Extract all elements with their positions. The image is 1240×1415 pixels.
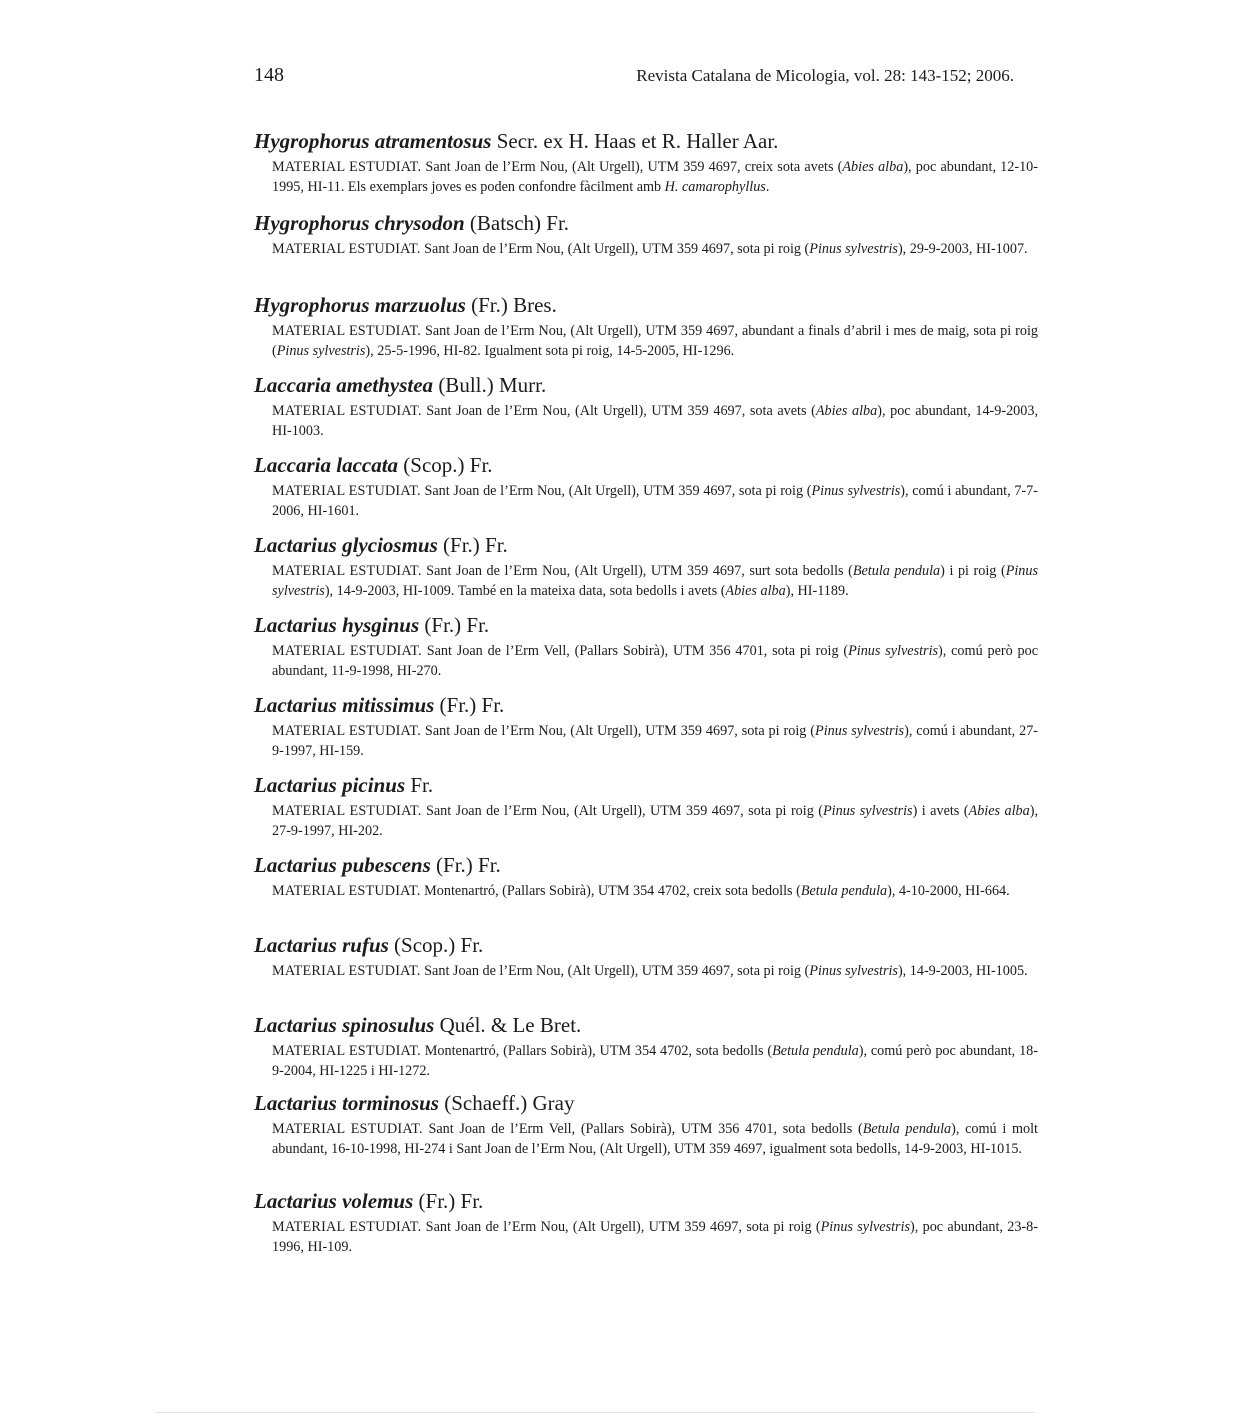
material-studied [272,239,1038,259]
material-studied [272,801,1038,841]
record-text: Sant Joan de l’Erm Vell, (Pallars Sobirà), UTM 356 4701, sota bedolls ( [422,1121,863,1137]
species-author: Quél. & Le Bret. [439,1013,582,1037]
species-entry [254,452,1038,521]
record-text: Montenartró, (Pallars Sobirà), UTM 354 4702, sota bedolls ( [420,1043,773,1059]
species-author: (Fr.) Fr. [436,853,501,877]
record-text: Sant Joan de l’Erm Nou, (Alt Urgell), UTM 359 4697, abundant a finals d’abril i mes de maig, sota pi roig ( [272,323,1038,359]
species-binomial [254,1091,439,1115]
epithet: volemus [342,1189,414,1213]
running-header [254,64,1014,92]
species-author: (Scop.) Fr. [403,453,493,477]
species-entry [254,372,1038,441]
material-studied [272,481,1038,521]
epithet: picinus [342,773,406,797]
material-studied [272,1217,1038,1257]
genus: Lactarius [254,533,337,557]
species-name [254,1090,1038,1116]
species-binomial [254,533,438,557]
material-label: MATERIAL ESTUDIAT. [272,159,422,175]
host-taxon: Pinus sylvestris [823,803,913,819]
species-entry [254,128,1038,197]
epithet: rufus [342,933,389,957]
host-taxon: Abies alba [842,159,904,175]
species-name [254,372,1038,398]
material-label: MATERIAL ESTUDIAT. [272,483,421,499]
species-entry [254,772,1038,841]
species-binomial [254,613,419,637]
material-label: MATERIAL ESTUDIAT. [272,323,422,339]
material-studied [272,881,1038,901]
genus: Laccaria [254,453,331,477]
host-taxon: Abies alba [968,803,1030,819]
record-text: ), poc abundant, 14-9-2003, HI-1003. [272,403,1039,439]
host-taxon: Betula pendula [772,1043,859,1059]
material-studied [272,961,1038,981]
genus: Hygrophorus [254,293,370,317]
material-label: MATERIAL ESTUDIAT. [272,1219,422,1235]
species-binomial [254,373,433,397]
record-text: Sant Joan de l’Erm Nou, (Alt Urgell), UTM 359 4697, sota pi roig ( [420,483,812,499]
species-author: (Batsch) Fr. [469,211,570,235]
species-entry [254,612,1038,681]
host-taxon: Pinus sylvestris [815,723,905,739]
species-author: (Fr.) Bres. [471,293,557,317]
material-label: MATERIAL ESTUDIAT. [272,1121,423,1137]
record-text: ) i avets ( [912,803,969,819]
record-text: Sant Joan de l’Erm Nou, (Alt Urgell), UTM 359 4697, sota pi roig ( [421,723,816,739]
genus: Lactarius [254,693,337,717]
host-taxon: Betula pendula [800,883,888,899]
material-studied [272,1041,1038,1081]
record-text: Sant Joan de l’Erm Vell, (Pallars Sobirà), UTM 356 4701, sota pi roig ( [421,643,849,659]
host-taxon: Pinus sylvestris [809,241,898,257]
genus: Lactarius [254,1013,337,1037]
epithet: spinosulus [342,1013,435,1037]
record-text: Sant Joan de l’Erm Nou, (Alt Urgell), UTM 359 4697, sota pi roig ( [420,963,810,979]
record-text: ), 29-9-2003, HI-1007. [897,241,1028,257]
record-text: ), comú però poc abundant, 11-9-1998, HI-270. [272,643,1038,679]
epithet: mitissimus [342,693,435,717]
record-text: ), poc abundant, 23-8-1996, HI-109. [272,1219,1038,1255]
species-name [254,452,1038,478]
genus: Lactarius [254,853,337,877]
record-text: ), comú i abundant, 7-7-2006, HI-1601. [272,483,1038,519]
record-text: ), 4-10-2000, HI-664. [887,883,1010,899]
species-binomial [254,293,466,317]
material-label: MATERIAL ESTUDIAT. [272,883,421,899]
species-entry [254,1188,1038,1257]
genus: Lactarius [254,773,337,797]
material-studied [272,721,1038,761]
journal-citation: Revista Catalana de Micologia, vol. 28: 143-152; 2006. [636,66,1014,85]
species-name [254,1012,1038,1038]
species-binomial [254,453,398,477]
material-label: MATERIAL ESTUDIAT. [272,241,421,257]
record-text: ), comú i abundant, 27-9-1997, HI-159. [272,723,1039,759]
host-taxon: Pinus sylvestris [848,643,939,659]
genus: Hygrophorus [254,129,370,153]
material-label: MATERIAL ESTUDIAT. [272,963,421,979]
genus: Lactarius [254,1091,337,1115]
genus: Hygrophorus [254,211,370,235]
genus: Laccaria [254,373,331,397]
record-text: ) i pi roig ( [940,563,1006,579]
species-author: (Fr.) Fr. [418,1189,484,1213]
record-text: Sant Joan de l’Erm Nou, (Alt Urgell), UTM 359 4697, creix sota avets ( [421,159,843,175]
record-text: Sant Joan de l’Erm Nou, (Alt Urgell), UTM 359 4697, sota pi roig ( [420,241,810,257]
epithet: torminosus [342,1091,439,1115]
species-binomial [254,1189,413,1213]
species-entry [254,532,1038,601]
species-name [254,128,1038,154]
epithet: pubescens [342,853,431,877]
material-studied [272,321,1038,361]
species-author: (Fr.) Fr. [424,613,490,637]
species-author: (Schaeff.) Gray [444,1091,575,1115]
page-number: 148 [254,64,284,86]
host-taxon: Betula pendula [852,563,941,579]
species-binomial [254,933,389,957]
material-studied [272,1119,1038,1159]
genus: Lactarius [254,1189,337,1213]
genus: Lactarius [254,613,337,637]
material-studied [272,641,1038,681]
material-label: MATERIAL ESTUDIAT. [272,803,422,819]
record-text: Sant Joan de l’Erm Nou, (Alt Urgell), UTM 359 4697, sota pi roig ( [421,1219,821,1235]
material-label: MATERIAL ESTUDIAT. [272,563,422,579]
genus: Lactarius [254,933,337,957]
species-name [254,210,1038,236]
epithet: marzuolus [374,293,466,317]
epithet: atramentosus [374,129,492,153]
species-entry [254,932,1038,981]
species-name [254,612,1038,638]
material-studied [272,157,1038,197]
species-name [254,932,1038,958]
record-text: ), comú però poc abundant, 18-9-2004, HI-1225 i HI-1272. [272,1043,1039,1079]
host-taxon: Abies alba [725,583,786,599]
material-label: MATERIAL ESTUDIAT. [272,1043,421,1059]
species-binomial [254,853,431,877]
record-text: ), 14-9-2003, HI-1009. També en la mateixa data, sota bedolls i avets ( [324,583,726,599]
record-text: ), 25-5-1996, HI-82. Igualment sota pi roig, 14-5-2005, HI-1296. [365,343,735,359]
species-author: Secr. ex H. Haas et R. Haller Aar. [496,129,779,153]
host-taxon: Pinus sylvestris [811,483,901,499]
species-name [254,532,1038,558]
material-studied [272,561,1038,601]
host-taxon: Pinus sylvestris [809,963,898,979]
species-author: (Fr.) Fr. [439,693,505,717]
species-entry [254,1012,1038,1081]
host-taxon: Pinus sylvestris [820,1219,911,1235]
species-entry [254,692,1038,761]
species-entry [254,1090,1038,1159]
host-taxon: Abies alba [815,403,878,419]
epithet: glyciosmus [342,533,438,557]
species-entry [254,852,1038,901]
host-taxon: Pinus sylvestris [272,563,1039,599]
species-binomial [254,693,434,717]
record-text: ), HI-1189. [785,583,849,599]
species-binomial [254,129,491,153]
epithet: laccata [336,453,399,477]
material-label: MATERIAL ESTUDIAT. [272,403,422,419]
host-taxon: Pinus sylvestris [276,343,366,359]
species-name [254,292,1038,318]
epithet: amethystea [336,373,434,397]
epithet: chrysodon [374,211,465,235]
record-text: ), 14-9-2003, HI-1005. [897,963,1028,979]
species-author: (Bull.) Murr. [438,373,547,397]
species-author: (Fr.) Fr. [443,533,508,557]
material-label: MATERIAL ESTUDIAT. [272,723,421,739]
record-text: Montenartró, (Pallars Sobirà), UTM 354 4702, creix sota bedolls ( [420,883,801,899]
species-binomial [254,773,405,797]
material-studied [272,401,1038,441]
species-binomial [254,211,465,235]
species-author: (Scop.) Fr. [394,933,484,957]
species-name [254,772,1038,798]
species-name [254,852,1038,878]
record-text: ), 27-9-1997, HI-202. [272,803,1039,839]
epithet: hysginus [342,613,420,637]
record-text: Sant Joan de l’Erm Nou, (Alt Urgell), UTM 359 4697, sota avets ( [421,403,816,419]
record-text: ), comú i molt abundant, 16-10-1998, HI-274 i Sant Joan de l’Erm Nou, (Alt Urgell), UTM 359 4697, igualment sota bedolls, 14-9-2003, HI-1015. [272,1121,1038,1157]
species-binomial [254,1013,434,1037]
host-taxon: H. camarophyllus [664,179,766,195]
record-text: . [765,179,770,195]
species-entry [254,292,1038,361]
scan-edge-line [155,1412,1035,1413]
record-text: Sant Joan de l’Erm Nou, (Alt Urgell), UTM 359 4697, surt sota bedolls ( [421,563,853,579]
species-author: Fr. [410,773,434,797]
species-entry [254,210,1038,259]
host-taxon: Betula pendula [862,1121,952,1137]
record-text: Sant Joan de l’Erm Nou, (Alt Urgell), UTM 359 4697, sota pi roig ( [421,803,823,819]
species-name [254,692,1038,718]
record-text: ), poc abundant, 12-10-1995, HI-11. Els exemplars joves es poden confondre fàcilment amb [272,159,1039,195]
species-name [254,1188,1038,1214]
material-label: MATERIAL ESTUDIAT. [272,643,422,659]
